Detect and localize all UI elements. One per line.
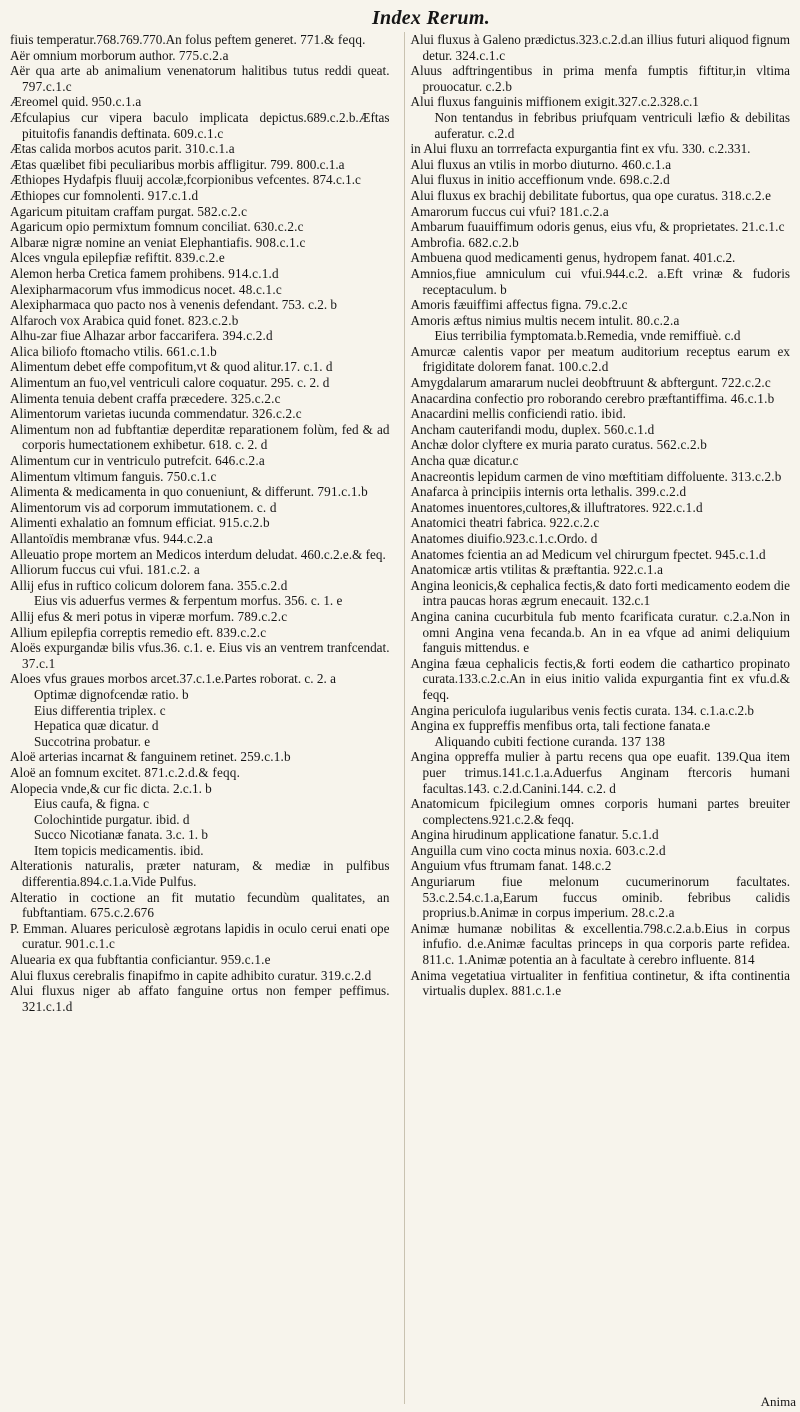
index-entry [10,391,390,407]
index-entry [411,235,791,251]
entry-text: Ambrofia. [410,234,466,250]
index-entry [10,235,390,251]
entry-text: Anchæ dolor clyftere ex muria parato curatus. [410,437,654,453]
index-entry [411,375,791,391]
index-entry [10,531,390,547]
entry-reference: 318.c.2.e [721,187,772,203]
index-entry [10,375,390,391]
entry-text: Ætas calida morbos acutos parit. [10,141,182,157]
entry-text: Aluearia ex qua fubftantia conficiantur. [10,952,218,968]
index-entry [411,157,791,173]
index-entry [411,734,791,750]
index-entry [411,703,791,719]
index-entry [10,983,390,1014]
index-entry [10,749,390,765]
entry-text: Anafarca à principiis internis orta lethalis. [410,484,633,500]
entry-reference: 797.c.1.c [22,78,72,94]
entry-text: Aloës expurgandæ bilis vfus.36. c.1. e. Eius vis an ventrem tranfcendat. [10,640,390,656]
entry-reference: 944.c.2.a [163,531,213,546]
entry-text: Eius caufa, & figna. c [34,796,149,812]
entry-reference: 945.c.1.d [715,546,766,562]
index-entry [411,578,791,609]
entry-text: Anacardina confectio pro roborando cerebro præftantiffima. [410,390,728,406]
index-entry [10,453,390,469]
index-entry [10,625,390,641]
index-entry [10,157,390,173]
index-entry [10,48,390,64]
entry-text: Alimentum debet effe compofitum,vt & quod alitur.17. c.1. d [10,359,333,375]
index-entry [411,874,791,921]
index-entry [411,718,791,734]
entry-text: Agaricum opio permixtum fomnum conciliat. [10,219,251,235]
entry-text: Succo Nicotianæ fanata. 3.c. 1. b [34,827,208,843]
entry-reference: 259.c.1.b [240,749,291,765]
entry-text: Amnios,fiue amniculum cui vfui.944.c.2. a.Eft vrinæ & fudoris receptaculum. b [410,265,790,297]
index-entry [10,484,390,500]
index-entry [10,781,390,797]
entry-text: Ambarum fuauiffimum odoris genus, eius vfu, & proprietates. [410,219,739,235]
entry-text: Angina periculofa iugularibus venis fectis curata. 134. c.1.a.c.2.b [410,702,754,718]
entry-text: Aloes vfus graues morbos arcet.37.c.1.e.Partes roborat. c. 2. a [10,671,336,687]
entry-text: Æthiopes cur fomnolenti. [10,187,145,203]
index-entry [10,313,390,329]
index-entry [411,484,791,500]
index-entry [10,703,390,719]
entry-reference: 908.c.1.c [255,234,306,250]
index-entry [10,640,390,671]
entry-reference: 881.c.1.e [511,983,562,999]
entry-reference: 950.c.1.a [91,94,142,110]
entry-reference: 37.c.1 [22,655,56,671]
index-entry [10,141,390,157]
index-entry [10,94,390,110]
entry-text: Alimenta & medicamenta in quo conueniunt, & differunt. [10,484,315,500]
entry-reference: 394.c.2.d [222,328,273,344]
index-entry [411,858,791,874]
entry-text: Albaræ nigræ nomine an veniat Elephantiafis. [10,234,253,250]
entry-reference: 80.c.2.a [636,312,680,328]
entry-reference: 901.c.1.c [65,936,115,952]
entry-reference: 603.c.2.d [615,842,666,858]
entry-text: Agaricum pituitam craffam purgat. [10,203,195,219]
index-entry [411,204,791,220]
entry-reference: 789.c.2.c [237,608,288,624]
entry-reference: 775.c.2.a [178,47,229,63]
entry-reference: 661.c.1.b [166,343,217,359]
index-columns [10,32,792,1404]
entry-text: Eius terribilia fymptomata.b.Remedia, vnde remiffiuè. c.d [434,328,741,344]
entry-text: Anatomes diuifio.923.c.1.c.Ordo. d [410,531,598,546]
entry-reference: 5.c.1.d [621,827,659,843]
index-entry [10,422,390,453]
entry-reference: 914.c.1.d [228,265,279,281]
index-entry [10,172,390,188]
entry-text: Alimenti exhalatio an fomnum efficiat. [10,515,216,531]
index-entry [411,250,791,266]
entry-text: in Alui fluxu an torrrefacta expurgantia fint ex vfu. 330. c.2.331. [410,141,751,157]
entry-reference: 181.c.2.a [559,203,609,219]
entry-text: Alui fluxus cerebralis finapifmo in capite adhibito curatur. [10,967,318,983]
left-column [10,32,392,1404]
entry-reference: 771.& feqq. [300,32,366,47]
entry-text: Anatomici theatri fabrica. [410,515,547,531]
index-entry [411,562,791,578]
entry-text: Anatomicæ artis vtilitas & præftantia. [410,562,611,578]
entry-text: Æthiopes Hydafpis fluuij accolæ,fcorpionibus vefcentes. 874.c.1.c [10,172,361,188]
entry-reference: c. d [256,499,277,515]
entry-reference: 321.c.1.d [22,998,73,1014]
index-entry [411,266,791,297]
entry-text: Amurcæ calentis vapor per meatum auditorium receptus earum ex frigiditate dolorem fanat. [410,343,790,375]
entry-reference: 922.c.1.d [652,499,703,515]
entry-text: Amarorum fuccus cui vfui? [410,203,556,219]
index-entry [411,141,791,157]
entry-reference: 560.c.1.d [603,421,655,437]
entry-text: Angina hirudinum applicatione fanatur. [410,827,619,843]
index-entry [411,406,791,422]
entry-reference: 609.c.1.c [173,125,224,141]
index-entry [10,219,390,235]
index-entry [10,858,390,889]
entry-reference: 675.c.2.676 [90,905,155,921]
entry-reference: 722.c.2.c [721,375,771,391]
entry-reference: 562.c.2.b [656,437,708,453]
entry-reference: 355.c.2.d [237,577,288,593]
index-entry [10,32,390,48]
entry-text: Aliquando cubiti fectione curanda. [434,733,618,749]
index-entry [10,578,390,594]
entry-text: Ætas quælibet fibi peculiaribus morbis affligitur. 799. 800.c.1.a [10,156,345,172]
entry-text: Eius differentia triplex. c [34,702,166,718]
index-entry [411,469,791,485]
index-entry [411,453,791,469]
entry-text: Alleuatio prope mortem an Medicos interdum deludat. 460.c.2.e.& feq. [10,546,386,562]
entry-text: Alces vngula epilepfiæ refiftit. [10,250,172,266]
entry-text: Aloë an fomnum excitet. [10,764,142,780]
entry-text: Amoris fæuiffimi affectus figna. [410,297,582,313]
entry-text: Alui fluxus à Galeno prædictus.323.c.2.d.an illius futuri aliquod fignum detur. [410,32,790,63]
entry-text: Anguilla cum vino cocta minus noxia. [410,842,612,858]
entry-reference: 915.c.2.b [219,515,270,531]
entry-reference: 21.c.1.c [741,219,785,235]
entry-reference: 181.c.2. a [146,562,200,578]
index-entry [10,547,390,563]
entry-reference: 79.c.2.c [584,297,628,313]
index-entry [411,313,791,329]
entry-text: Amoris æftus nimius multis necem intulit. [410,312,634,328]
index-entry [411,328,791,344]
entry-reference: 319.c.2.d [320,967,372,983]
index-entry [10,827,390,843]
entry-reference: c.2.b [485,78,513,94]
index-entry [411,437,791,453]
index-entry [10,250,390,266]
index-entry [411,749,791,796]
index-entry [10,952,390,968]
page-title: Index Rerum. [371,7,491,29]
entry-text: Alimentum vltimum fanguis. [10,468,164,484]
entry-reference: 646.c.2.a [215,453,265,469]
entry-text: Angina ex fuppreffis menfibus orta, tali fectione fanata.e [410,718,711,734]
index-entry [10,328,390,344]
entry-text: Anacreontis lepidum carmen de vino mœftitiam diffoluente. [410,468,728,484]
entry-reference: 839.c.2.e [175,250,225,266]
index-entry [10,593,390,609]
index-entry [411,391,791,407]
entry-reference: 582.c.2.c [197,203,248,219]
entry-text: Hepatica quæ dicatur. d [34,718,159,734]
entry-text: fiuis temperatur.768.769.770.An folus peftem generet. [10,32,297,47]
entry-reference: 313.c.2.b [731,468,782,484]
entry-reference: 959.c.1.e [220,952,271,968]
entry-text: Alui fluxus an vtilis in morbo diuturno. [410,156,619,172]
entry-text: Aër qua arte ab animalium venenatorum halitibus tutus reddi queat. [10,63,390,79]
index-entry [411,921,791,968]
entry-text: Allantoïdis membranæ vfus. [10,531,160,546]
entry-text: Anguium vfus ftrumam fanat. [410,858,568,874]
entry-text: Alteratio in coctione an fit mutatio fecundùm qualitates, an fubftantiam. [10,889,390,921]
entry-text: Alliorum fuccus cui vfui. [10,562,144,578]
entry-text: Alexipharmacorum vfus immodicus nocet. [10,281,236,297]
entry-text: Allium epilepfia correptis remedio eft. [10,624,214,640]
entry-text: Alui fluxus niger ab affato fanguine ortus non femper peffimus. [10,983,390,999]
entry-reference: 48.c.1.c [238,281,282,297]
entry-text: Alterationis naturalis, præter naturam, & mediæ in pulfibus differentia.894.c.1.a.Vide Pulfus. [10,858,390,890]
index-entry [411,94,791,110]
index-entry [411,515,791,531]
index-entry [10,344,390,360]
entry-reference: 399.c.2.d [635,484,687,500]
index-entry [10,734,390,750]
entry-text: Alui fluxus ex brachij debilitate fubortus, qua ope curatus. [410,187,719,203]
entry-reference: 922.c.2.c [549,515,600,531]
entry-reference: 28.c.2.a [631,905,675,921]
index-entry [10,204,390,220]
entry-reference: 324.c.1.c [455,47,506,63]
entry-text: Alui fluxus in initio acceffionum vnde. [410,172,617,188]
index-entry [10,765,390,781]
right-column [404,32,793,1404]
index-entry [10,406,390,422]
entry-reference: 871.c.2.d.& feqq. [144,764,241,780]
entry-reference: 791.c.1.b [317,484,368,500]
entry-reference: 922.c.1.a [613,562,664,578]
entry-reference: 325.c.2.c [230,390,281,406]
index-entry [411,422,791,438]
entry-text: Alfaroch vox Arabica quid fonet. [10,312,185,328]
index-entry [411,172,791,188]
index-entry [10,562,390,578]
index-entry [411,297,791,313]
entry-reference: 698.c.2.d [619,172,670,188]
entry-text: Ancha quæ dicatur.c [410,453,519,469]
index-entry [411,188,791,204]
entry-text: Anatomes fcientia an ad Medicum vel chirurgum fpectet. [410,546,712,562]
index-entry [10,515,390,531]
entry-text: Ancham cauterifandi modu, duplex. [410,421,601,437]
entry-reference: 839.c.2.c [216,624,267,640]
index-entry [411,827,791,843]
index-entry [411,547,791,563]
entry-reference: 630.c.2.c [253,219,304,235]
index-entry [411,968,791,999]
index-entry [10,359,390,375]
entry-text: Alimentorum varietas iucunda commendatur. [10,406,249,422]
entry-text: Animæ humanæ nobilitas & excellentia.798.c.2.a.b.Eius in corpus infufio. d.e.Animæ facultas princeps in qua corporis parte refidea. 811.c. 1.Animæ potentia an à facultate à cerebro influente. [410,920,790,968]
entry-text: Anguriarum fiue melonum cucumerinorum facultates. 53.c.2.54.c.1.a,Earum fuccus ominib. febribus calidis proprius.b.Animæ in corpus imperium. [410,874,790,921]
index-entry [411,110,791,141]
index-entry [10,297,390,313]
entry-reference: 46.c.1.b [730,390,775,406]
entry-text: Eius vis aduerfus vermes & ferpentum morfus. 356. c. 1. e [34,593,343,609]
entry-reference: 310.c.1.a [185,141,235,157]
entry-text: Optimæ dignofcendæ ratio. b [34,686,189,702]
index-entry [411,63,791,94]
entry-text: Succotrina probatur. e [34,733,151,749]
entry-text: Allij efus in ruftico colicum dolorem fana. [10,577,234,593]
entry-reference: 460.c.1.a [621,156,672,172]
entry-text: Aloë arterias incarnat & fanguinem retinet. [10,749,238,765]
entry-text: Ambuena quod medicamenti genus, hydropem fanat. 401.c.2. [410,250,736,266]
index-entry [411,656,791,703]
index-entry [10,796,390,812]
entry-text: Angina fæua cephalicis fectis,& forti eodem die cathartico propinato curata.133.c.2.c.An in eius initio valida expurgantia fint ex vfu.d.& feqq. [410,655,790,702]
entry-reference: 682.c.2.b [468,234,519,250]
entry-reference: 326.c.2.c [252,406,302,422]
index-entry [411,796,791,827]
index-entry [10,968,390,984]
index-entry [411,500,791,516]
index-entry [10,843,390,859]
entry-text: Aër omnium morborum author. [10,47,176,63]
entry-reference: 917.c.1.d [147,187,199,203]
entry-text: Colochintide purgatur. ibid. d [34,811,190,827]
entry-text: Alimentorum vis ad corporum immutationem. [10,499,254,515]
index-entry [411,843,791,859]
index-entry [411,32,791,63]
index-entry [10,469,390,485]
entry-reference: 823.c.2.b [187,312,239,328]
index-entry [10,266,390,282]
entry-text: Anatomicum fpicilegium omnes corporis humani partes breuiter complectens.921.c.2.& feqq. [410,796,790,827]
index-entry [10,812,390,828]
index-entry [10,687,390,703]
index-entry [10,671,390,687]
entry-text: Alimentum non ad fubftantiæ deperditæ reparationem folùm, fed & ad corporis humectationem exhibetur. 618. c. 2. d [10,421,390,453]
entry-text: Alemon herba Cretica famem prohibens. [10,265,225,281]
entry-text: Alhu-zar fiue Alhazar arbor faccarifera. [10,328,220,344]
entry-text: Alimentum an fuo,vel ventriculi calore coquatur. 295. c. 2. d [10,375,330,391]
index-entry [10,500,390,516]
entry-text: Aluus adftringentibus in prima menfa fumptis fiftitur,in vltima prouocatur. [410,63,790,94]
index-entry [10,110,390,141]
index-entry [10,890,390,921]
entry-reference: ibid. [601,406,627,422]
entry-text: Alui fluxus fanguinis miffionem exigit.327.c.2.328.c.1 [410,94,699,110]
entry-text: Angina leonicis,& cephalica fectis,& dato forti medicamento eodem die intra paucas horas ægrum enecauit. 132.c.1 [410,577,790,609]
entry-text: Æfculapius cur vipera baculo implicata depictus.689.c.2.b.Æftas pituitofis fanandis deftinata. [10,109,390,141]
index-entry [10,188,390,204]
catchword: Anima [760,1394,796,1409]
entry-reference: 148.c.2 [571,858,612,874]
index-entry [10,282,390,298]
entry-text: Alica biliofo ftomacho vtilis. [10,343,164,359]
entry-text: Anima vegetatiua virtualiter in fenfitiua continetur, & ifta continentia virtualis duplex. [410,967,790,999]
entry-text: Item topicis medicamentis. ibid. [34,842,204,858]
entry-text: Allij efus & meri potus in viperæ morfum. [10,608,235,624]
index-entry [411,609,791,656]
index-entry [411,344,791,375]
index-entry [10,609,390,625]
entry-text: Alopecia vnde,& cur fic dicta. 2.c.1. b [10,780,212,796]
index-entry [411,219,791,235]
entry-reference: 137 138 [620,733,666,749]
entry-text: Anatomes inuentores,cultores,& illuftratores. [410,499,649,515]
entry-reference: c.2.d [487,125,515,141]
entry-text: Angina oppreffa mulier à partu recens qua ope euafit. 139.Qua item puer trimus.141.c.1.a.Aduerfus Anginam ftercoris humani facultas.143. c.2.d.Canini.144. c.2. d [410,749,790,796]
entry-reference: 814 [734,952,755,968]
entry-reference: 100.c.2.d [558,359,609,375]
index-entry [10,718,390,734]
entry-reference: 750.c.1.c [166,468,217,484]
index-entry [10,63,390,94]
entry-text: Alimenta tenuia debent craffa præcedere. [10,390,228,406]
entry-text: Non tentandus in febribus priufquam ventriculi læfio & debilitas auferatur. [434,109,790,141]
entry-text: Æreomel quid. [10,94,89,110]
entry-text: Angina canina cucurbitula fub mento fcarificata curatur. c.2.a.Non in omni Angina vena fecanda.b. An in ea vfque ad animi deliquium fanguis mittendus. e [410,608,790,656]
entry-text: P. Emman. Aluares periculosè ægrotans lapidis in oculo cerui enati ope curatur. [10,920,390,952]
index-entry [10,921,390,952]
index-entry [411,531,791,547]
entry-text: Amygdalarum amararum nuclei deobftruunt & abftergunt. [410,375,718,391]
entry-text: Alimentum cur in ventriculo putrefcit. [10,453,212,469]
entry-text: Alexipharmaca quo pacto nos à venenis defendant. 753. c.2. b [10,297,338,313]
entry-text: Anacardini mellis conficiendi ratio. [410,406,598,422]
